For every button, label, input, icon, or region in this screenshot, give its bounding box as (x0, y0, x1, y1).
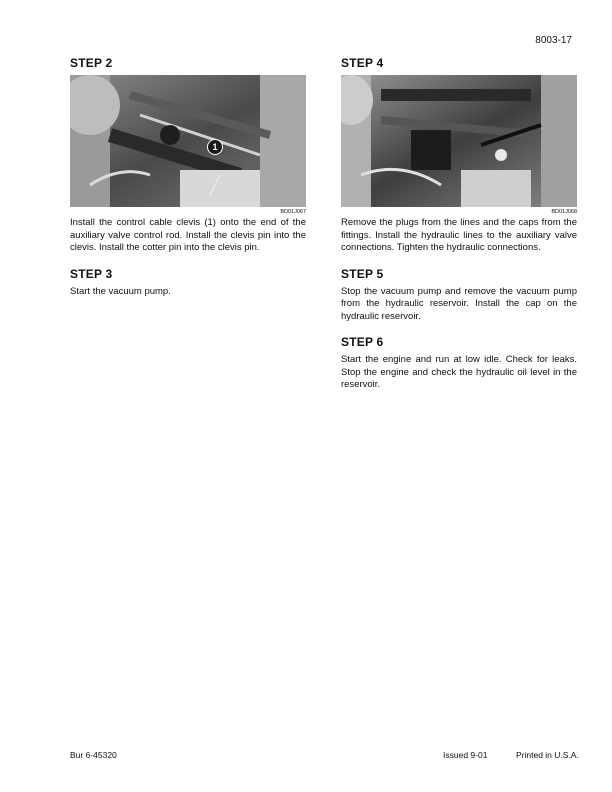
step-2-figure-code: BD01J067 (280, 209, 306, 215)
step-4-title: STEP 4 (341, 56, 384, 70)
callout-1 (207, 139, 223, 155)
step-6-title: STEP 6 (341, 335, 384, 349)
step-3-text: Start the vacuum pump. (70, 285, 171, 297)
step-2-photo (70, 75, 306, 207)
footer-issued: Issued 9-01 (443, 750, 488, 760)
step-4-photo (341, 75, 577, 207)
step-2-text: Install the control cable clevis (1) onto the end of the auxiliary valve control rod. Install the clevis pin into the clevis. Install the cotter pin into the clevis pin. (70, 217, 306, 253)
page-number: 8003-17 (535, 35, 572, 46)
step-6-text: Start the engine and run at low idle. Check for leaks. Stop the engine and check the hydraulic oil level in the reservoir. (341, 354, 577, 390)
right-column (341, 56, 577, 404)
step-4-text: Remove the plugs from the lines and the caps from the fittings. Install the hydraulic lines to the auxiliary valve connections. Tighten the hydraulic connections. (341, 217, 577, 253)
footer-document-number: Bur 6-45320 (70, 750, 117, 760)
step-2-photo-image (70, 75, 306, 207)
step-4-photo-image (341, 75, 577, 207)
callout-1-label: 1 (212, 142, 218, 152)
step-4-figure-code: BD01J068 (551, 209, 577, 215)
step-5-title: STEP 5 (341, 266, 384, 281)
footer-printed: Printed in U.S.A. (516, 750, 579, 760)
step-2-title: STEP 2 (70, 56, 113, 70)
step-3-title: STEP 3 (70, 266, 113, 281)
left-column (70, 56, 306, 310)
step-5-text: Stop the vacuum pump and remove the vacuum pump from the hydraulic reservoir. Install the cap on the hydraulic reservoir. (341, 285, 577, 322)
